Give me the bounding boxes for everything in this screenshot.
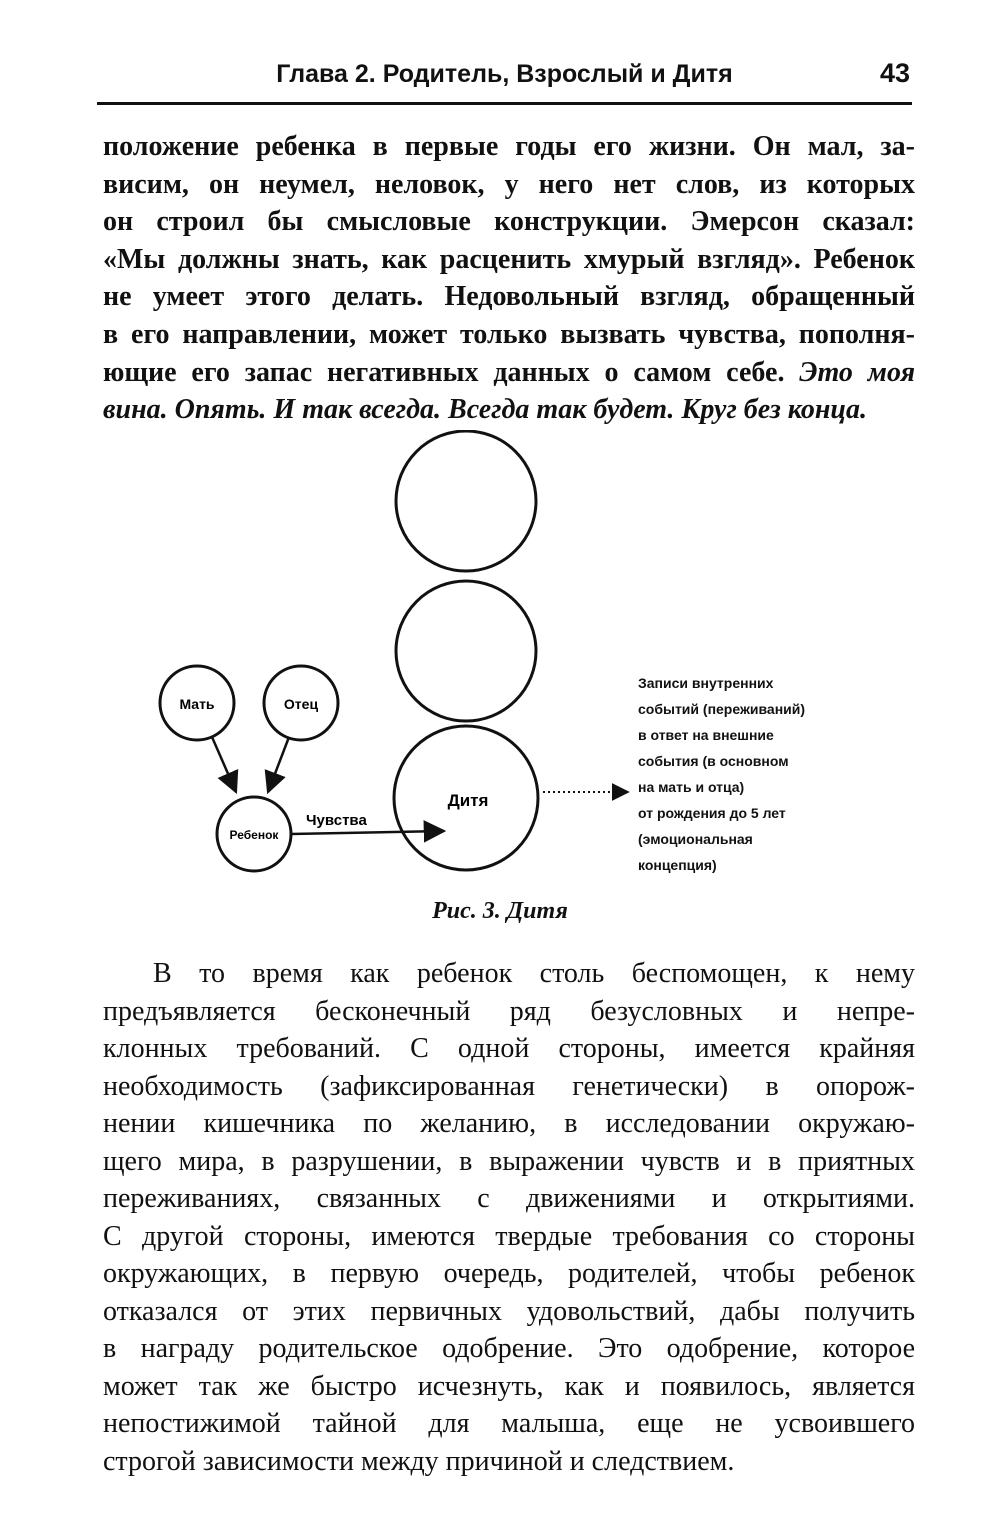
text-line: положение ребенка в первые годы его жизни. Он мал, за- bbox=[103, 131, 915, 162]
text-line: нении кишечника по желанию, в исследовании окружаю- bbox=[103, 1108, 915, 1139]
note-line: от рождения до 5 лет bbox=[638, 805, 786, 821]
text-line: непостижимой тайной для малыша, еще не усвоившего bbox=[103, 1408, 915, 1439]
note-line: в ответ на внешние bbox=[638, 727, 774, 743]
adult-circle bbox=[396, 581, 536, 721]
text-line: в его направлении, может только вызвать чувства, пополня- bbox=[103, 318, 915, 350]
italic-text: Это моя bbox=[799, 356, 916, 388]
text-line: щего мира, в разрушении, в выражении чувств и в приятных bbox=[103, 1145, 915, 1177]
chapter-title: Глава 2. Родитель, Взрослый и Дитя bbox=[276, 60, 733, 88]
text-line: отказался от этих первичных удовольствий, дабы получить bbox=[103, 1295, 915, 1327]
recordings-note bbox=[638, 675, 805, 873]
child-label: Дитя bbox=[447, 791, 489, 810]
figure-caption: Рис. 3. Дитя bbox=[432, 898, 568, 924]
child-diagram bbox=[0, 430, 1000, 890]
italic-text-line: вина. Опять. И так всегда. Всегда так будет. Круг без конца. bbox=[103, 394, 867, 426]
mother-arrow bbox=[212, 737, 236, 792]
text-line: в награду родительское одобрение. Это одобрение, которое bbox=[103, 1333, 915, 1364]
running-header bbox=[97, 52, 912, 105]
mother-label: Мать bbox=[179, 696, 215, 712]
text-line: строгой зависимости между причиной и следствием. bbox=[103, 1445, 735, 1477]
text-line: висим, он неумел, неловок, у него нет слов, из которых bbox=[103, 168, 915, 200]
note-line: Записи внутренних bbox=[638, 675, 774, 691]
father-label: Отец bbox=[283, 696, 319, 712]
note-line: (эмоциональная bbox=[638, 831, 753, 847]
text-line: предъявляется бесконечный ряд безусловных и непре- bbox=[103, 995, 915, 1027]
text-line: переживаниях, связанных с движениями и открытиями. bbox=[103, 1183, 915, 1214]
text-line: может так же быстро исчезнуть, как и появилось, является bbox=[103, 1370, 915, 1402]
feelings-arrow bbox=[291, 831, 444, 834]
note-line: на мать и отца) bbox=[638, 779, 745, 795]
text-line: он строил бы смысловые конструкции. Эмерсон сказал: bbox=[103, 206, 915, 238]
text-line bbox=[103, 354, 915, 392]
note-line: концепция) bbox=[638, 857, 717, 873]
father-arrow bbox=[268, 737, 289, 792]
text-line: «Мы должны знать, как расценить хмурый взгляд». Ребенок bbox=[103, 243, 915, 275]
text-segment: ющие его запас негативных данных о самом себе. bbox=[103, 356, 785, 388]
note-line: событий (переживаний) bbox=[638, 701, 806, 717]
page-number: 43 bbox=[879, 58, 910, 88]
text-line: необходимость (зафиксированная генетически) в опорож- bbox=[103, 1070, 915, 1102]
feelings-label: Чувства bbox=[306, 812, 367, 829]
paragraph-1 bbox=[103, 128, 915, 429]
note-line: события (в основном bbox=[638, 753, 789, 769]
text-line: не умеет этого делать. Недовольный взгляд, обращенный bbox=[103, 281, 915, 313]
text-line: клонных требований. С одной стороны, имеется крайняя bbox=[103, 1033, 915, 1064]
child-person-label: Ребенок bbox=[229, 828, 279, 842]
paragraph-2 bbox=[103, 955, 915, 1480]
text-line: С другой стороны, имеются твердые требования со стороны bbox=[103, 1220, 915, 1252]
text-line: окружающих, в первую очередь, родителей, чтобы ребенок bbox=[103, 1258, 915, 1289]
text-line: В то время как ребенок столь беспомощен, к нему bbox=[153, 958, 915, 989]
parent-circle bbox=[396, 431, 536, 571]
